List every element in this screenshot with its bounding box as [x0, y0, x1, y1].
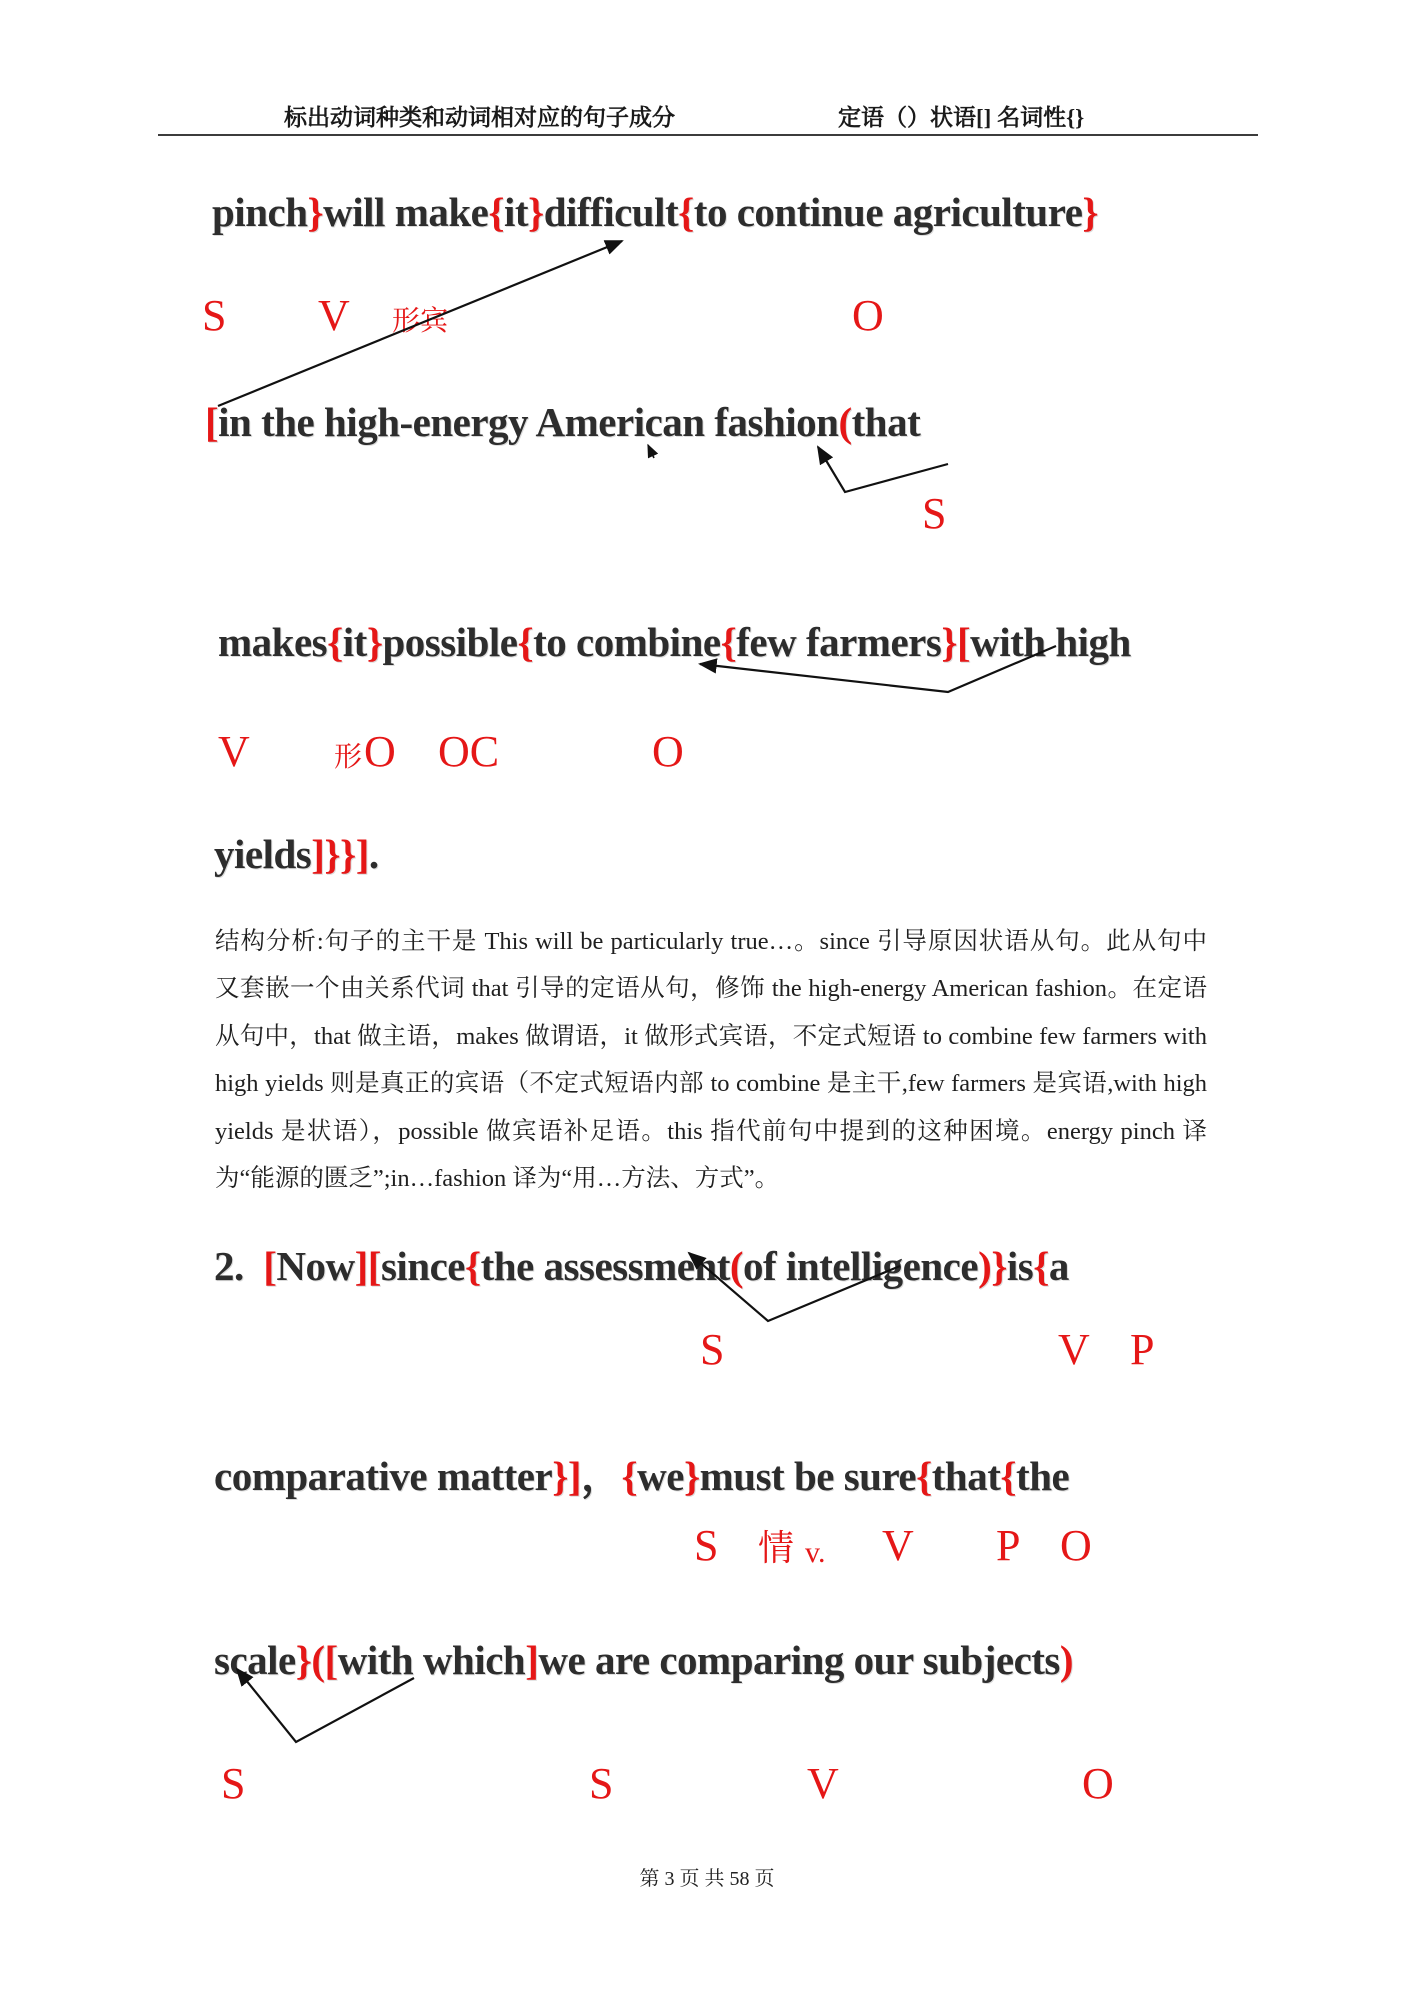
grammar-label-p3: P [1130, 1325, 1155, 1374]
sentence-text: we are comparing our subjects [538, 1637, 1060, 1683]
sentence-1-line-2 [205, 400, 920, 445]
bracket-annotation: ]}}] [311, 831, 369, 877]
grammar-label-v: V [318, 291, 350, 340]
sentence-text: to continue agriculture [693, 189, 1083, 235]
sentence-text: must be sure [699, 1453, 917, 1499]
bracket-annotation: } [683, 1453, 700, 1499]
sentence-2-line-3 [214, 1638, 1073, 1683]
grammar-label-oc: OC [438, 727, 500, 776]
sentence-text: 2. [214, 1243, 264, 1289]
bracket-annotation: ) [1059, 1637, 1074, 1683]
annotation-arrow-fashion [818, 447, 948, 492]
bracket-annotation: ][ [354, 1243, 381, 1289]
bracket-annotation: } [366, 619, 383, 665]
sentence-text: it [504, 189, 529, 235]
grammar-label-s4: S [694, 1521, 719, 1570]
sentence-1-line-4 [214, 832, 379, 877]
bracket-annotation: { [916, 1453, 932, 1499]
sentence-text: makes [218, 619, 328, 665]
sentence-text: it [342, 619, 367, 665]
bracket-annotation: }] [552, 1453, 582, 1499]
grammar-label-s: S [202, 291, 227, 340]
bracket-annotation: ( [838, 399, 852, 445]
analysis-line: 从句中，that 做主语，makes 做谓语，it 做形式宾语，不定式短语 to combine few farmers with [215, 1022, 1207, 1050]
bracket-annotation: { [517, 619, 534, 665]
bracket-annotation: { [621, 1453, 638, 1499]
sentence-text: difficult [543, 189, 679, 235]
header-right-legend: 定语（）状语[] 名词性{} [838, 105, 1085, 130]
sentence-text: scale [214, 1637, 296, 1683]
bracket-annotation: { [464, 1243, 481, 1289]
grammar-label-p4: P [996, 1521, 1021, 1570]
bracket-annotation: { [1000, 1453, 1017, 1499]
bracket-annotation: ( [729, 1243, 744, 1289]
grammar-label-v5: V [807, 1759, 839, 1808]
sentence-text: pinch [212, 189, 308, 235]
bracket-annotation: { [488, 189, 504, 235]
sentence-text: will make [323, 189, 489, 235]
grammar-label-v3: V [1058, 1325, 1090, 1374]
header-left-title: 标出动词种类和动词相对应的句子成分 [284, 105, 675, 130]
sentence-text: with high [970, 619, 1131, 665]
grammar-label-s5a: S [221, 1759, 246, 1808]
grammar-label-qing: 情 [758, 1528, 795, 1568]
analysis-paragraph [215, 918, 1207, 1202]
sentence-text: the assessment [480, 1243, 730, 1289]
sentence-1-line-3 [218, 620, 1131, 665]
sentence-text: we [637, 1453, 684, 1499]
sentence-text: is [1006, 1243, 1034, 1289]
analysis-line: 结构分析:句子的主干是 This will be particularly true…。since 引导原因状语从句。此从句中 [215, 928, 1207, 955]
sentence-text: a [1048, 1243, 1069, 1289]
grammar-label-o4: O [1060, 1521, 1092, 1570]
grammar-label-s3: S [700, 1325, 725, 1374]
grammar-label-v2: V [218, 727, 250, 776]
bracket-annotation: ] [525, 1637, 539, 1683]
grammar-label-o: O [852, 291, 884, 340]
sentence-text: few farmers [736, 619, 942, 665]
analysis-line: yields 是状语），possible 做宾语补足语。this 指代前句中提到的这种困境。energy pinch 译 [215, 1117, 1207, 1145]
sentence-text: in the high-energy American fashion [218, 399, 839, 445]
page-footer: 第 3 页 共 58 页 [639, 1868, 775, 1890]
bracket-annotation: { [720, 619, 737, 665]
bracket-annotation: [ [263, 1243, 277, 1289]
grammar-label-o5: O [1082, 1759, 1114, 1808]
analysis-line: 为“能源的匮乏”;in…fashion 译为“用…方法、方式”。 [215, 1165, 780, 1193]
bracket-annotation: )} [978, 1243, 1007, 1289]
grammar-label-s5b: S [589, 1759, 614, 1808]
grammar-label-o-formal: O [364, 727, 396, 776]
sentence-text: of intelligence [743, 1243, 979, 1289]
bracket-annotation: } [528, 189, 544, 235]
sentence-2-line-1 [214, 1244, 1069, 1289]
sentence-text: . [368, 831, 379, 877]
sentence-text: yields [214, 831, 312, 877]
sentence-text: possible [382, 619, 518, 665]
bracket-annotation: [ [205, 399, 219, 445]
sentence-text: since [380, 1243, 465, 1289]
sentence-text: that [851, 399, 921, 445]
sentence-text: the [1016, 1453, 1070, 1499]
analysis-line: 又套嵌一个由关系代词 that 引导的定语从句，修饰 the high-energy American fashion。在定语 [215, 975, 1207, 1003]
bracket-annotation: }[ [941, 619, 971, 665]
sentence-2-line-2 [214, 1454, 1069, 1499]
sentence-text: ， [581, 1453, 622, 1499]
grammar-label-xingbin: 形宾 [392, 306, 449, 337]
grammar-label-o-real: O [652, 727, 684, 776]
grammar-label-vdot: v. [805, 1536, 826, 1569]
sentence-text: with which [337, 1637, 526, 1683]
grammar-label-v4: V [882, 1521, 914, 1570]
bracket-annotation: } [1082, 189, 1099, 235]
header-rule [158, 134, 1258, 136]
grammar-label-xing: 形 [334, 742, 363, 773]
bracket-annotation: }([ [295, 1637, 338, 1683]
analysis-line: high yields 则是真正的宾语（不定式短语内部 to combine 是主干,few farmers 是宾语,with high [215, 1070, 1207, 1098]
bracket-annotation: } [307, 189, 324, 235]
sentence-text: that [931, 1453, 1001, 1499]
sentence-text: to combine [533, 619, 721, 665]
sentence-text: comparative matter [214, 1453, 553, 1499]
sentence-text: Now [276, 1243, 355, 1289]
sentence-1-line-1 [212, 190, 1098, 235]
mouse-cursor-icon [648, 445, 654, 458]
bracket-annotation: { [327, 619, 343, 665]
bracket-annotation: { [1033, 1243, 1049, 1289]
bracket-annotation: { [678, 189, 694, 235]
grammar-label-s-clause: S [922, 489, 947, 538]
